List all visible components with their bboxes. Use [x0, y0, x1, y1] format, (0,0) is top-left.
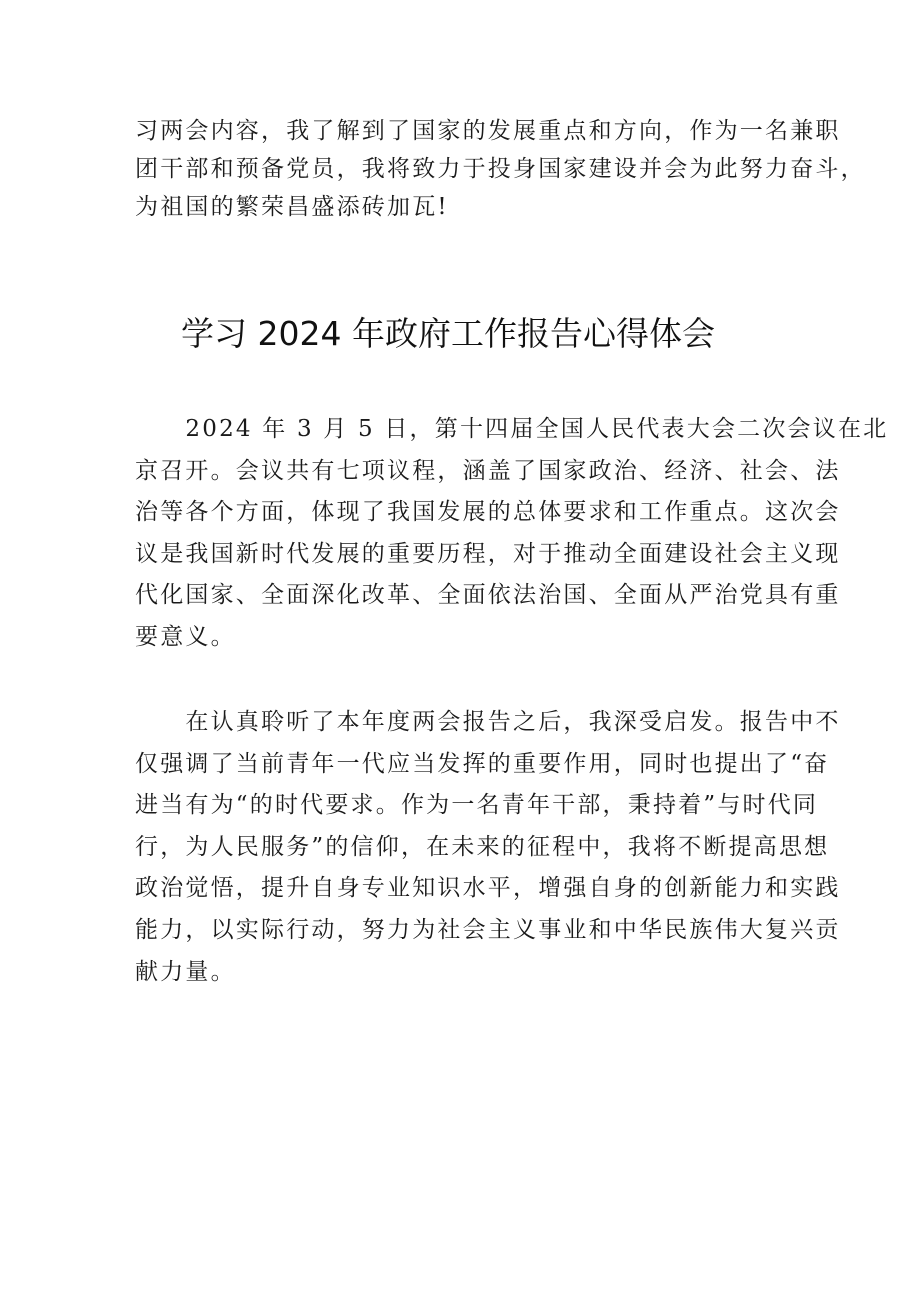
text-line: 为祖国的繁荣昌盛添砖加瓦! — [135, 194, 449, 220]
previous-paragraph — [135, 112, 866, 226]
text-line: 要意义。 — [135, 623, 236, 650]
text-line: 京召开。会议共有七项议程，涵盖了国家政治、经济、社会、法 — [135, 457, 841, 484]
text-line: 2024 年 3 月 5 日，第十四届全国人民代表大会二次会议在北 — [135, 416, 889, 442]
text-line: 议是我国新时代发展的重要历程，对于推动全面建设社会主义现 — [135, 540, 841, 567]
text-line: 进当有为“的时代要求。作为一名青年干部，秉持着”与时代同 — [135, 792, 819, 819]
text-line: 仅强调了当前青年一代应当发挥的重要作用，同时也提出了“奋 — [135, 750, 830, 777]
text-line: 政治觉悟，提升自身专业知识水平，增强自身的创新能力和实践 — [135, 875, 841, 902]
text-line: 团干部和预备党员，我将致力于投身国家建设并会为此努力奋斗， — [135, 156, 866, 182]
text-line: 在认真聆听了本年度两会报告之后，我深受启发。报告中不 — [135, 709, 841, 735]
text-line: 能力，以实际行动，努力为社会主义事业和中华民族伟大复兴贡 — [135, 916, 841, 943]
text-line: 治等各个方面，体现了我国发展的总体要求和工作重点。这次会 — [135, 499, 841, 526]
text-line: 献力量。 — [135, 958, 236, 985]
body-text — [135, 409, 889, 985]
text-line: 代化国家、全面深化改革、全面依法治国、全面从严治党具有重 — [135, 582, 841, 609]
paragraph-1 — [135, 409, 889, 659]
paragraph-2 — [135, 702, 841, 993]
text-line: 习两会内容，我了解到了国家的发展重点和方向，作为一名兼职 — [135, 118, 841, 144]
text-line: 行，为人民服务”的信仰，在未来的征程中，我将不断提高思想 — [135, 833, 830, 860]
document-title: 学习 2024 年政府工作报告心得体会 — [181, 314, 715, 353]
